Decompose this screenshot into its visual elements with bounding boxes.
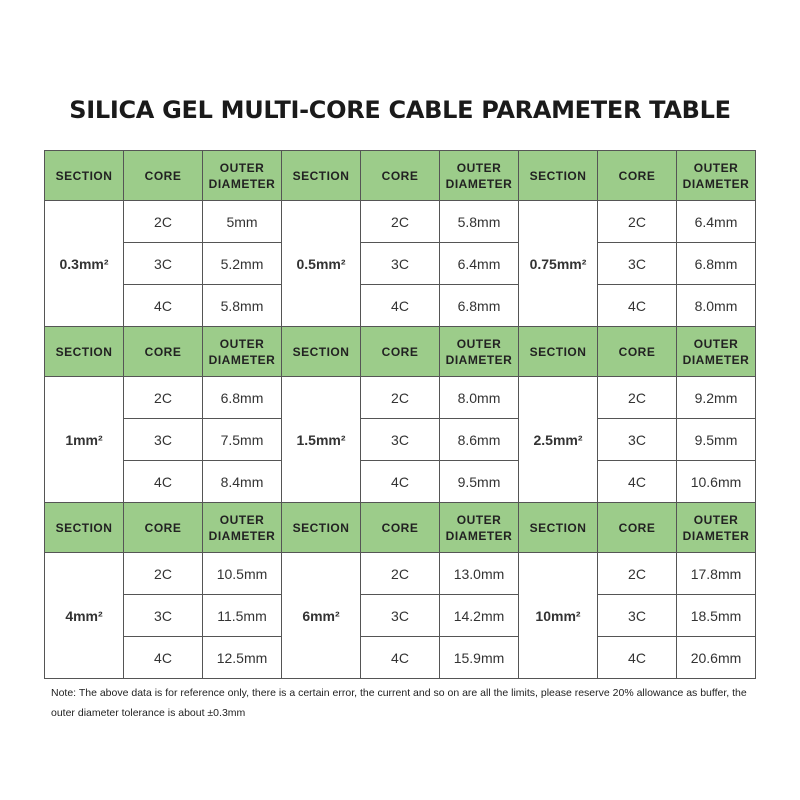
- outer-diameter-cell: 6.8mm: [440, 285, 519, 327]
- core-cell: 2C: [124, 201, 203, 243]
- table-row: [45, 285, 756, 327]
- section-cell: 0.3mm²: [45, 201, 124, 327]
- header-core: CORE: [598, 503, 677, 553]
- header-core: CORE: [124, 151, 203, 201]
- outer-diameter-cell: 6.8mm: [203, 377, 282, 419]
- header-outer-diameter: [203, 503, 282, 553]
- header-outer-line1: OUTER: [219, 512, 265, 527]
- header-outer-line1: OUTER: [219, 336, 265, 351]
- core-cell: 3C: [598, 419, 677, 461]
- header-core: CORE: [361, 503, 440, 553]
- header-section: SECTION: [519, 503, 598, 553]
- outer-diameter-cell: 9.5mm: [677, 419, 756, 461]
- header-outer-line1: OUTER: [456, 336, 502, 351]
- outer-diameter-cell: 10.6mm: [677, 461, 756, 503]
- core-cell: 3C: [124, 419, 203, 461]
- outer-diameter-cell: 9.2mm: [677, 377, 756, 419]
- core-cell: 3C: [598, 243, 677, 285]
- header-outer-line1: OUTER: [693, 336, 739, 351]
- table-body: [45, 151, 756, 679]
- header-outer-line2: DIAMETER: [682, 528, 750, 543]
- header-section: SECTION: [45, 327, 124, 377]
- outer-diameter-cell: 5.8mm: [440, 201, 519, 243]
- header-outer-diameter: [440, 327, 519, 377]
- table-row: [45, 419, 756, 461]
- outer-diameter-cell: 6.8mm: [677, 243, 756, 285]
- header-section: SECTION: [45, 503, 124, 553]
- core-cell: 2C: [124, 377, 203, 419]
- core-cell: 3C: [361, 419, 440, 461]
- core-cell: 3C: [124, 243, 203, 285]
- section-cell: 0.5mm²: [282, 201, 361, 327]
- table-row: [45, 553, 756, 595]
- header-outer-line1: OUTER: [693, 160, 739, 175]
- header-outer-line2: DIAMETER: [208, 176, 276, 191]
- section-cell: 1.5mm²: [282, 377, 361, 503]
- header-outer-line2: DIAMETER: [445, 528, 513, 543]
- header-section: SECTION: [519, 151, 598, 201]
- table-row: [45, 461, 756, 503]
- header-outer-line2: DIAMETER: [445, 352, 513, 367]
- outer-diameter-cell: 8.0mm: [677, 285, 756, 327]
- section-cell: 1mm²: [45, 377, 124, 503]
- outer-diameter-cell: 11.5mm: [203, 595, 282, 637]
- core-cell: 4C: [361, 285, 440, 327]
- core-cell: 2C: [361, 553, 440, 595]
- outer-diameter-cell: 15.9mm: [440, 637, 519, 679]
- header-section: SECTION: [282, 503, 361, 553]
- header-outer-line1: OUTER: [456, 160, 502, 175]
- section-cell: 6mm²: [282, 553, 361, 679]
- header-outer-line2: DIAMETER: [682, 352, 750, 367]
- core-cell: 3C: [361, 595, 440, 637]
- footnote: Note: The above data is for reference only, there is a certain error, the current and so on are all the limits, please reserve 20% allowance as buffer, the outer diameter tolerance is about ±0.3mm: [51, 687, 747, 719]
- header-core: CORE: [124, 327, 203, 377]
- core-cell: 3C: [361, 243, 440, 285]
- header-core: CORE: [361, 151, 440, 201]
- core-cell: 3C: [598, 595, 677, 637]
- header-core: CORE: [361, 327, 440, 377]
- outer-diameter-cell: 9.5mm: [440, 461, 519, 503]
- core-cell: 2C: [598, 377, 677, 419]
- core-cell: 3C: [124, 595, 203, 637]
- header-row: [45, 327, 756, 377]
- header-outer-line2: DIAMETER: [208, 528, 276, 543]
- outer-diameter-cell: 13.0mm: [440, 553, 519, 595]
- core-cell: 4C: [124, 461, 203, 503]
- header-section: SECTION: [282, 327, 361, 377]
- table-row: [45, 377, 756, 419]
- core-cell: 4C: [124, 637, 203, 679]
- header-core: CORE: [124, 503, 203, 553]
- header-outer-line2: DIAMETER: [445, 176, 513, 191]
- section-cell: 0.75mm²: [519, 201, 598, 327]
- core-cell: 2C: [598, 553, 677, 595]
- header-core: CORE: [598, 327, 677, 377]
- outer-diameter-cell: 20.6mm: [677, 637, 756, 679]
- table-row: [45, 637, 756, 679]
- core-cell: 4C: [598, 461, 677, 503]
- core-cell: 4C: [598, 285, 677, 327]
- outer-diameter-cell: 6.4mm: [677, 201, 756, 243]
- header-outer-diameter: [677, 151, 756, 201]
- core-cell: 2C: [598, 201, 677, 243]
- header-outer-diameter: [440, 151, 519, 201]
- outer-diameter-cell: 8.0mm: [440, 377, 519, 419]
- header-outer-line2: DIAMETER: [682, 176, 750, 191]
- core-cell: 2C: [361, 201, 440, 243]
- header-row: [45, 151, 756, 201]
- header-outer-diameter: [203, 327, 282, 377]
- table-row: [45, 243, 756, 285]
- header-outer-line1: OUTER: [693, 512, 739, 527]
- outer-diameter-cell: 17.8mm: [677, 553, 756, 595]
- header-core: CORE: [598, 151, 677, 201]
- header-section: SECTION: [282, 151, 361, 201]
- outer-diameter-cell: 8.6mm: [440, 419, 519, 461]
- header-outer-diameter: [677, 503, 756, 553]
- table-row: [45, 201, 756, 243]
- header-outer-diameter: [203, 151, 282, 201]
- outer-diameter-cell: 18.5mm: [677, 595, 756, 637]
- core-cell: 4C: [361, 461, 440, 503]
- outer-diameter-cell: 5mm: [203, 201, 282, 243]
- header-outer-diameter: [440, 503, 519, 553]
- core-cell: 2C: [361, 377, 440, 419]
- outer-diameter-cell: 10.5mm: [203, 553, 282, 595]
- core-cell: 4C: [598, 637, 677, 679]
- outer-diameter-cell: 12.5mm: [203, 637, 282, 679]
- core-cell: 2C: [124, 553, 203, 595]
- core-cell: 4C: [124, 285, 203, 327]
- outer-diameter-cell: 5.8mm: [203, 285, 282, 327]
- outer-diameter-cell: 5.2mm: [203, 243, 282, 285]
- header-section: SECTION: [519, 327, 598, 377]
- table-row: [45, 595, 756, 637]
- header-outer-diameter: [677, 327, 756, 377]
- page-title: SILICA GEL MULTI-CORE CABLE PARAMETER TABLE: [69, 96, 731, 124]
- outer-diameter-cell: 6.4mm: [440, 243, 519, 285]
- header-outer-line1: OUTER: [219, 160, 265, 175]
- section-cell: 2.5mm²: [519, 377, 598, 503]
- section-cell: 10mm²: [519, 553, 598, 679]
- outer-diameter-cell: 8.4mm: [203, 461, 282, 503]
- header-outer-line1: OUTER: [456, 512, 502, 527]
- header-section: SECTION: [45, 151, 124, 201]
- outer-diameter-cell: 14.2mm: [440, 595, 519, 637]
- section-cell: 4mm²: [45, 553, 124, 679]
- parameter-table: [44, 150, 756, 679]
- header-outer-line2: DIAMETER: [208, 352, 276, 367]
- core-cell: 4C: [361, 637, 440, 679]
- outer-diameter-cell: 7.5mm: [203, 419, 282, 461]
- header-row: [45, 503, 756, 553]
